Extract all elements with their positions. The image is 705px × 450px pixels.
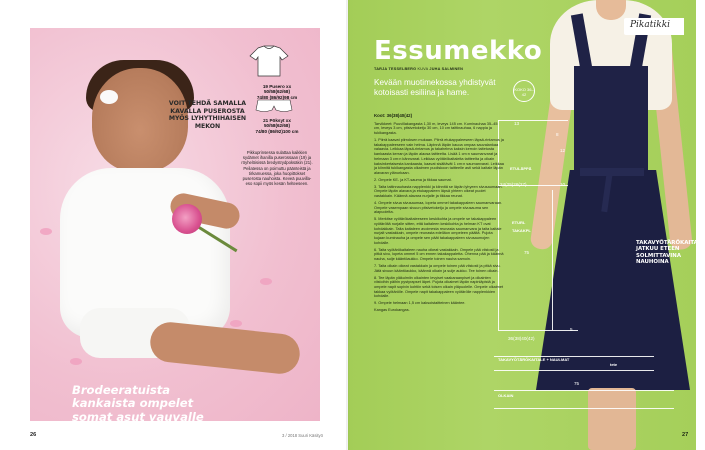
left-callout: VOIT TEHDÄ SAMALLA KAVALLA PUSEROSTA MYÖS LYHYTHIHAISEN MEKON	[168, 100, 247, 130]
measure-24: 24(25)26(27)	[500, 182, 527, 187]
measure-36: 36(38)40(42)	[508, 336, 535, 341]
model-legs	[588, 388, 636, 450]
measure-13: 13	[514, 121, 520, 126]
pattern-bloomers	[240, 118, 314, 134]
measure-8: 8	[556, 132, 559, 137]
step: 7. Taita olkain oikeat vastakkain ja ompele toinen pää viistosti ja pitkä sivu. Jätä sivuun kääntöaukko, käännä olkain ja sulje aukko. Tee toinen olkain.	[374, 264, 501, 273]
pattern-bloomers-sizes-2: 74/80 (86/92)100 cm	[255, 128, 299, 134]
label-waist-strip: TAKAVYÖTÄRÖKAITALE + NAULMAT	[498, 357, 570, 362]
hair-bow	[100, 90, 118, 104]
pattern-description: Pikkuprinsessa sulattaa kaikkien sydämet ihanilla puserossaan (19) ja röyhelöisissä bredystrydpoksäkin (21). Peilatessa on poimuttu päänteistä ja tirkamuessa, joka huopittokset puserosta nauhoista. Keveä puuvilla- eso sopii myös kesän helteeseen.	[241, 150, 313, 187]
pattern-blouse-sizes-2: 74/80 (86/92)98 cm	[256, 94, 298, 100]
label-olkain: OLKAIN	[498, 393, 514, 398]
size-badge: KOKO 36–42	[513, 80, 535, 102]
step: 9. Ompele helmaan 1,5 cm kaksoistaitteinen kääntee.	[374, 301, 466, 306]
measure-10: 10	[560, 182, 566, 187]
fabric-credit: Kangas Eurokangas.	[374, 308, 410, 313]
footer-left: 3 / 2018 Suuri Käsityö	[282, 433, 323, 438]
measure-line	[552, 190, 553, 330]
pattern-bloomers-label: 21 Pöksyt xx	[263, 118, 291, 123]
left-headline: Brodeeratuista kankaista ompelet somat asut vauvalle	[72, 383, 204, 424]
materials: Tarvikkeet: Puuvillakangasta 1,30 m, leveys 145 cm. Kuminauhaa 35–45 cm, leveys 3 cm, pitsivetoketju 30 cm, 10 cm taittinauhaa, 6 nappia ja tukikangasta.	[374, 121, 498, 136]
byline	[374, 67, 463, 71]
measure-line	[498, 120, 568, 121]
petal-decoration	[40, 228, 52, 235]
label-eturl: ETURL	[512, 220, 526, 225]
label-etulappa: ETULÄPPÄ	[510, 166, 532, 171]
page-number-left: 26	[30, 432, 37, 438]
step: 1. Piirrä kaavat piirroksen mukaan. Piirrä etukappaleeseen läpsä-rintamus ja takakappaleeseen vain helma. Läpinnä läpän kauoa ompaa sauvalankaa valaavia. Leikkaa läpsä-rintamus ja takahelma kaksin kerroin taitetusta kankaasta kerran ja läpän alaosa taitteelta. Lisää 1 cm:n saumanvarat ja helmaan 3 cm:n kännvarat. Leikkaa vyötärökaitaleita taitteelta ja olkain kaksinkertaisesta kankaasta, kaavat sisältävät 1 cm:n saumanvarat. Leikkaa ja kiinnitä tukikangasta olkaimen puoliskoon taitteelle asti sekä kaitale läpän alavaran ylänurkaan.	[374, 138, 504, 175]
byline-photographer: JUHA SALMINEN	[429, 67, 464, 71]
pattern-blouse-sizes: 50/58(62/68)	[263, 89, 291, 95]
pattern-blouse-label: 19 Pusero xx	[262, 84, 292, 89]
petal-decoration	[230, 320, 242, 327]
page-title: Essumekko	[374, 36, 543, 66]
left-page	[0, 0, 348, 450]
page-number-right: 27	[682, 432, 689, 438]
measure-line	[494, 408, 674, 409]
sizes-heading: Koot: 36(38)40(42)	[374, 113, 413, 118]
blouse-sketch-icon	[248, 44, 290, 78]
label-takakpl: TAKAKPL	[512, 228, 531, 233]
dress-bib	[574, 66, 648, 176]
measure-line	[494, 370, 654, 371]
step: 6. Taita vyötärökaitaleen nauha oikeat vastakkain. Ompele pää viistosti ja pitkä sivu, lopeta ommel 5 cm ennen takakappaletta. Ohenna pää ja käännä nauha, sulje kääntöaukko. Ompele toinen nauha samoin.	[374, 247, 504, 262]
measure-5: 5	[570, 327, 573, 332]
pink-rose	[172, 204, 202, 234]
step: 8. Tee läpän yläkulmiin olkainten levyiset vaakaraanpiset ja olkainten viistoihin päihin pystyrapset läpet. Pujota olkaimet läpän napinläpistä ja ompele napit sopivin kohtiin sekä toisen olkain yläpuolelle. Ompele olkaimet takkaa vyötärölle. Ompele napit takakappaleen vyötärölle napplenkkien kohdalle.	[374, 275, 504, 299]
section-tab: Pikatikki	[624, 18, 684, 35]
measure-75b: 75	[574, 381, 580, 386]
step: 2. Ompele KE- ja KT-sauma ja tikkaa saumat.	[374, 177, 452, 182]
step: 4. Ompele sivua sivusaumaa, lopeta ommel takakappaleen saumanvaraan. Ompele vasempaan sivuun pitsivetoketju ja ompele sivusauma sen alapuolelta.	[374, 201, 503, 215]
measure-line	[494, 390, 674, 391]
measure-line	[498, 330, 578, 331]
measure-12: 12	[560, 148, 566, 153]
bloomers-sketch-icon	[254, 98, 294, 114]
right-callout: TAKAVYÖTÄRÖKAITALE JATKUU ETEEN SOLMITTAVINA NAUHOINA	[636, 240, 705, 266]
page-gutter	[346, 0, 350, 450]
step: 3. Taita taitinnauhasta napplenkki ja kiinnitä se läpän lyhyeen sivusaumaan. Ompele läpän alavara ja etukappaleen läpsä yhteen oikeat puolet vastakkain. Käännä alavara nurjalle ja tikkaa reunat.	[374, 184, 503, 199]
byline-photo-label: KUVA	[417, 67, 429, 71]
measure-75: 75	[524, 250, 530, 255]
right-page	[348, 0, 705, 450]
byline-author: TARJA TESSELBERG	[374, 67, 417, 71]
petal-decoration	[70, 358, 82, 365]
petal-decoration	[260, 278, 272, 285]
step: 5. Merkitse vyötärökaitaleeseen keskikohta ja ompele se takakappaleen vyötäröltä nurjalle sitten, että kaitaleen keskikohta ja helman KT ovat kohdakkain. Taita kaitaleen avoimesta reunasta saumanvara ja taita kaitale nurjalt vastakkain, ompele reunasta edelläon ompeleen päältä. Pujota kujaan kuminauha ja ompele sen päät takakappaleen sivusaumojen kohdalle.	[374, 217, 502, 245]
instructions-column	[374, 114, 504, 315]
pattern-bloomers-sizes: 50/58(62/68)	[263, 123, 291, 129]
label-tie: tete	[610, 362, 618, 367]
lead-text: Kevään muotimekossa yhdistyvät kotoisasti esiliina ja hame.	[374, 78, 496, 97]
